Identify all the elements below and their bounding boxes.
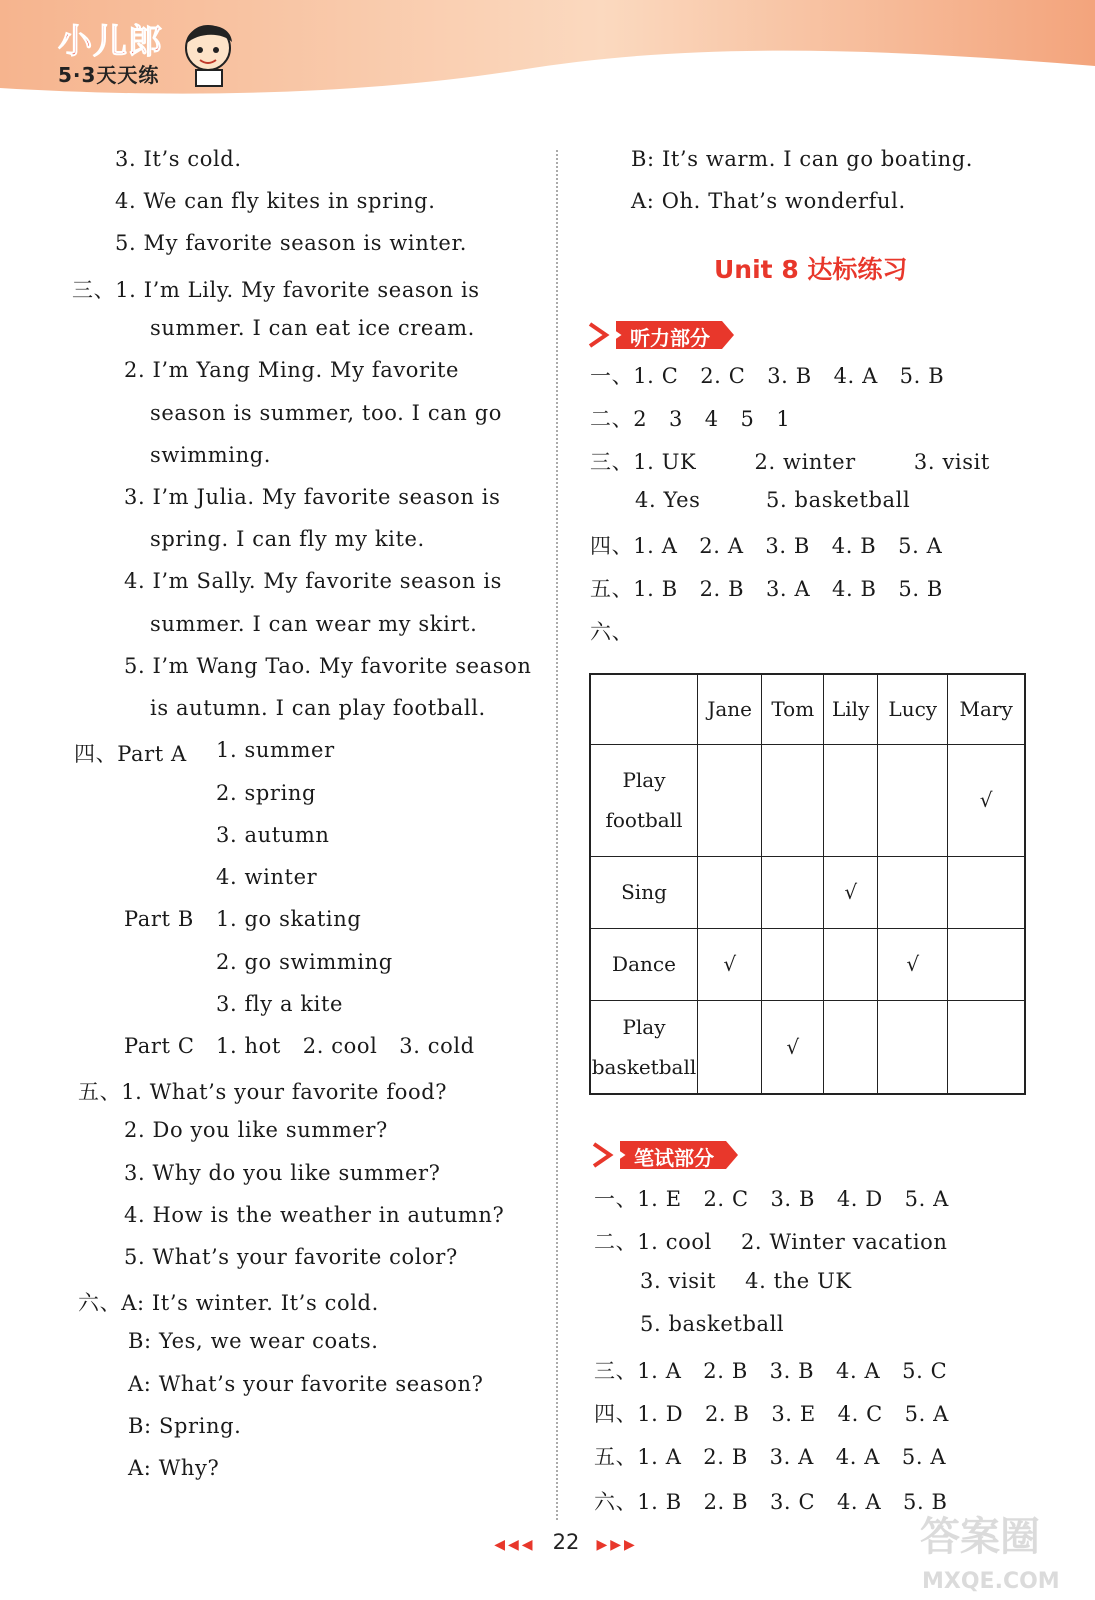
answer-line: 五、1. A 2. B 3. A 4. A 5. A bbox=[594, 1445, 947, 1469]
table-cell bbox=[762, 856, 824, 928]
answer-line: 4. I’m Sally. My favorite season is bbox=[124, 569, 503, 593]
brand-logo bbox=[58, 14, 163, 88]
answer-line: 4. How is the weather in autumn? bbox=[124, 1203, 505, 1227]
row-label bbox=[590, 1000, 698, 1094]
row-label-part: basketball bbox=[591, 1054, 697, 1079]
answer-line: 三、1. A 2. B 3. B 4. A 5. C bbox=[594, 1359, 948, 1383]
row-label: Dance bbox=[590, 928, 698, 1000]
answer-line: 5. My favorite season is winter. bbox=[115, 231, 468, 255]
answer-line: A: Why? bbox=[128, 1456, 220, 1480]
answer-line: 四、1. D 2. B 3. E 4. C 5. A bbox=[594, 1402, 949, 1426]
answer-line: 3. visit 4. the UK bbox=[640, 1269, 852, 1293]
answer-line: 五、1. What’s your favorite food? bbox=[78, 1080, 448, 1104]
brand-name: 小儿郎 bbox=[58, 22, 163, 62]
table-cell bbox=[698, 744, 762, 856]
answer-line: 六、A: It’s winter. It’s cold. bbox=[78, 1291, 379, 1315]
answer-line: 3. autumn bbox=[216, 823, 330, 847]
writing-tag-label: 笔试部分 bbox=[634, 1146, 714, 1170]
answer-line: 四、1. A 2. A 3. B 4. B 5. A bbox=[590, 534, 943, 558]
answer-line: is autumn. I can play football. bbox=[150, 696, 486, 720]
table-row bbox=[590, 928, 1025, 1000]
answer-line: B: Yes, we wear coats. bbox=[128, 1329, 379, 1353]
writing-tag bbox=[590, 1140, 740, 1170]
answer-line: 1. hot 2. cool 3. cold bbox=[216, 1034, 475, 1058]
header-wave bbox=[0, 0, 1095, 120]
answer-line bbox=[72, 274, 530, 304]
answer-line: 三、1. UK 2. winter 3. visit bbox=[590, 450, 990, 474]
table-header-cell: Lucy bbox=[878, 674, 948, 744]
answer-text: 三、1. I’m Lily. My favorite season is bbox=[72, 278, 480, 302]
answer-line: A: What’s your favorite season? bbox=[128, 1372, 484, 1396]
table-cell: √ bbox=[878, 928, 948, 1000]
table-header-cell: Tom bbox=[762, 674, 824, 744]
answer-line: 4. winter bbox=[216, 865, 318, 889]
watermark-url: MXQE.COM bbox=[922, 1569, 1060, 1594]
table-header-cell: Jane bbox=[698, 674, 762, 744]
answer-line: 2. go swimming bbox=[216, 950, 393, 974]
answer-line: 五、1. B 2. B 3. A 4. B 5. B bbox=[590, 577, 943, 601]
table-cell: √ bbox=[948, 744, 1025, 856]
section-label: Part B bbox=[124, 907, 194, 931]
table-cell bbox=[824, 928, 878, 1000]
table-header-cell: Lily bbox=[824, 674, 878, 744]
table-cell bbox=[948, 1000, 1025, 1094]
table-cell bbox=[824, 744, 878, 856]
answer-line: 六、 bbox=[590, 620, 634, 644]
answer-line: 5. basketball bbox=[640, 1312, 785, 1336]
row-label-part: Play bbox=[622, 768, 666, 792]
table-cell bbox=[698, 1000, 762, 1094]
answer-line: 1. go skating bbox=[216, 907, 362, 931]
listening-tag bbox=[586, 320, 736, 350]
table-cell: √ bbox=[698, 928, 762, 1000]
table-cell: √ bbox=[762, 1000, 824, 1094]
table-cell bbox=[878, 856, 948, 928]
header-banner bbox=[0, 0, 1095, 120]
watermark-text: 答案圈 bbox=[920, 1514, 1040, 1560]
table-cell: √ bbox=[824, 856, 878, 928]
answer-line: 5. What’s your favorite color? bbox=[124, 1245, 458, 1269]
table-cell bbox=[698, 856, 762, 928]
answer-line: 二、1. cool 2. Winter vacation bbox=[594, 1230, 948, 1254]
watermark-logo bbox=[916, 1500, 1086, 1600]
answer-line: 2. Do you like summer? bbox=[124, 1118, 388, 1142]
answer-line: B: Spring. bbox=[128, 1414, 242, 1438]
brand-subtitle: 5·3天天练 bbox=[58, 63, 160, 87]
answer-line: spring. I can fly my kite. bbox=[150, 527, 425, 551]
table-cell bbox=[878, 1000, 948, 1094]
dialog-line: A: Oh. That’s wonderful. bbox=[631, 189, 906, 213]
listening-tag-label: 听力部分 bbox=[630, 326, 710, 350]
table-header-cell: Mary bbox=[948, 674, 1025, 744]
answer-line: 六、1. B 2. B 3. C 4. A 5. B bbox=[594, 1490, 948, 1514]
watermark-graphic bbox=[916, 1500, 1086, 1596]
answer-table bbox=[589, 673, 1026, 1095]
answer-line: swimming. bbox=[150, 443, 272, 467]
table-header-cell bbox=[590, 674, 698, 744]
mascot-boy-icon bbox=[178, 14, 238, 88]
answer-line: season is summer, too. I can go bbox=[150, 401, 502, 425]
answer-line: 1. summer bbox=[216, 738, 335, 762]
answer-line: 二、2 3 4 5 1 bbox=[590, 407, 791, 431]
answer-line: 5. I’m Wang Tao. My favorite season bbox=[124, 654, 532, 678]
table-header-row bbox=[590, 674, 1025, 744]
table-row bbox=[590, 856, 1025, 928]
table-cell bbox=[878, 744, 948, 856]
answer-line: 2. spring bbox=[216, 781, 317, 805]
answer-line: 一、1. C 2. C 3. B 4. A 5. B bbox=[590, 364, 945, 388]
row-label-part: football bbox=[605, 808, 683, 832]
column-divider bbox=[556, 150, 558, 1520]
answer-line: 4. Yes 5. basketball bbox=[635, 488, 911, 512]
answer-line: 3. I’m Julia. My favorite season is bbox=[124, 485, 501, 509]
table-cell bbox=[762, 744, 824, 856]
table-cell bbox=[824, 1000, 878, 1094]
answer-line: 4. We can fly kites in spring. bbox=[115, 189, 436, 213]
table-row bbox=[590, 744, 1025, 856]
page-footer bbox=[476, 1530, 656, 1554]
table-row bbox=[590, 1000, 1025, 1094]
answer-line: summer. I can wear my skirt. bbox=[150, 612, 478, 636]
answer-line: 一、1. E 2. C 3. B 4. D 5. A bbox=[594, 1187, 949, 1211]
page-number: 22 bbox=[552, 1530, 580, 1554]
answer-line: summer. I can eat ice cream. bbox=[150, 316, 475, 340]
right-arrows-icon: ▶▶▶ bbox=[596, 1537, 638, 1553]
table-cell bbox=[762, 928, 824, 1000]
dialog-line: B: It’s warm. I can go boating. bbox=[631, 147, 974, 171]
row-label: Sing bbox=[590, 856, 698, 928]
answer-line: 3. Why do you like summer? bbox=[124, 1161, 441, 1185]
answer-line: 3. fly a kite bbox=[216, 992, 344, 1016]
table-cell bbox=[948, 856, 1025, 928]
answer-line: 2. I’m Yang Ming. My favorite bbox=[124, 358, 460, 382]
unit-title: Unit 8 达标练习 bbox=[714, 255, 908, 284]
section-label: 四、Part A bbox=[74, 742, 187, 766]
answer-line: 3. It’s cold. bbox=[115, 147, 242, 171]
section-label: Part C bbox=[124, 1034, 195, 1058]
row-label-part: Play bbox=[622, 1014, 666, 1039]
table-cell bbox=[948, 928, 1025, 1000]
row-label bbox=[590, 744, 698, 856]
left-arrows-icon: ◀◀◀ bbox=[494, 1537, 536, 1553]
